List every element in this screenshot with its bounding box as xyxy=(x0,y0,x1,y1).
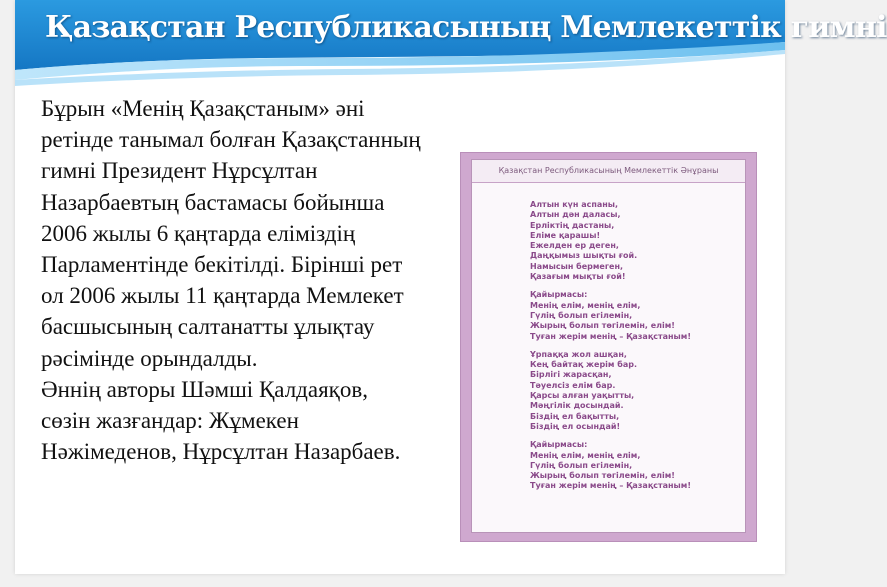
lyric-line: Қайырмасы: xyxy=(530,440,588,450)
lyric-line: Еліме қарашы! xyxy=(530,230,601,240)
stanza-1 xyxy=(530,200,740,282)
lyric-line: Алтын күн аспаны, xyxy=(530,200,619,209)
lyric-line: Ерліктің дастаны, xyxy=(530,220,615,230)
lyric-line: Тәуелсіз елім бар. xyxy=(530,380,616,390)
lyric-line: Жырың болып төгілемін, елім! xyxy=(530,471,675,481)
page-title: Қазақстан Республикасының Мемлекеттік гимні xyxy=(45,10,887,45)
lyric-line: Қайырмасы: xyxy=(530,290,588,300)
history-paragraph: Бұрын «Менің Қазақстаным» әні ретінде танымал болған Қазақстанның гимні Президент Нұрсұлтан Назарбаевтың бастамасы бойынша 2006 жылы 6 қаңтарда еліміздің Парламентінде бекітілді. Бірінші рет ол 2006 жылы 11 қаңтарда Мемлекет басшысының салтанатты ұлықтау рәсімінде орындалды. xyxy=(41,96,421,371)
lyric-line: Туған жерім менің – Қазақстаным! xyxy=(530,481,691,491)
lyric-line: Гүлің болып егілемін, xyxy=(530,460,633,470)
lyric-line: Біздің ел осындай! xyxy=(530,421,621,431)
anthem-page-header: Қазақстан Республикасының Мемлекеттік Әнұраны xyxy=(472,160,745,183)
title-banner xyxy=(15,0,887,90)
lyric-line: Менің елім, менің елім, xyxy=(530,450,641,460)
stanza-2 xyxy=(530,350,740,432)
description-text xyxy=(41,93,421,467)
slide xyxy=(15,0,887,574)
lyric-line: Даңқымыз шықты ғой. xyxy=(530,251,638,261)
authors-paragraph: Әннің авторы Шәмші Қалдаяқов, сөзін жазғандар: Жұмекен Нәжімеденов, Нұрсұлтан Назарбаев. xyxy=(41,376,401,465)
lyric-line: Ұрпаққа жол ашқан, xyxy=(530,349,627,359)
lyric-line: Ежелден ер деген, xyxy=(530,241,619,251)
lyric-line: Намысын бермеген, xyxy=(530,261,624,271)
lyric-line: Гүлің болып егілемін, xyxy=(530,310,633,320)
lyric-line: Қарсы алған уақытты, xyxy=(530,391,635,401)
anthem-lyrics-image xyxy=(460,152,757,542)
anthem-lyrics xyxy=(530,200,740,500)
lyric-line: Бірлігі жарасқан, xyxy=(530,370,612,380)
lyric-line: Жырың болып төгілемін, елім! xyxy=(530,321,675,331)
lyric-line: Біздің ел бақытты, xyxy=(530,411,620,421)
refrain-1 xyxy=(530,290,740,341)
lyric-line: Кең байтақ жерім бар. xyxy=(530,360,637,370)
refrain-2 xyxy=(530,440,740,491)
lyric-line: Қазағым мықты ғой! xyxy=(530,272,626,282)
lyric-line: Мәңгілік досындай. xyxy=(530,401,624,411)
lyric-line: Менің елім, менің елім, xyxy=(530,300,641,310)
anthem-page xyxy=(471,159,746,533)
lyric-line: Алтын дән даласы, xyxy=(530,210,621,220)
lyric-line: Туған жерім менің – Қазақстаным! xyxy=(530,331,691,341)
